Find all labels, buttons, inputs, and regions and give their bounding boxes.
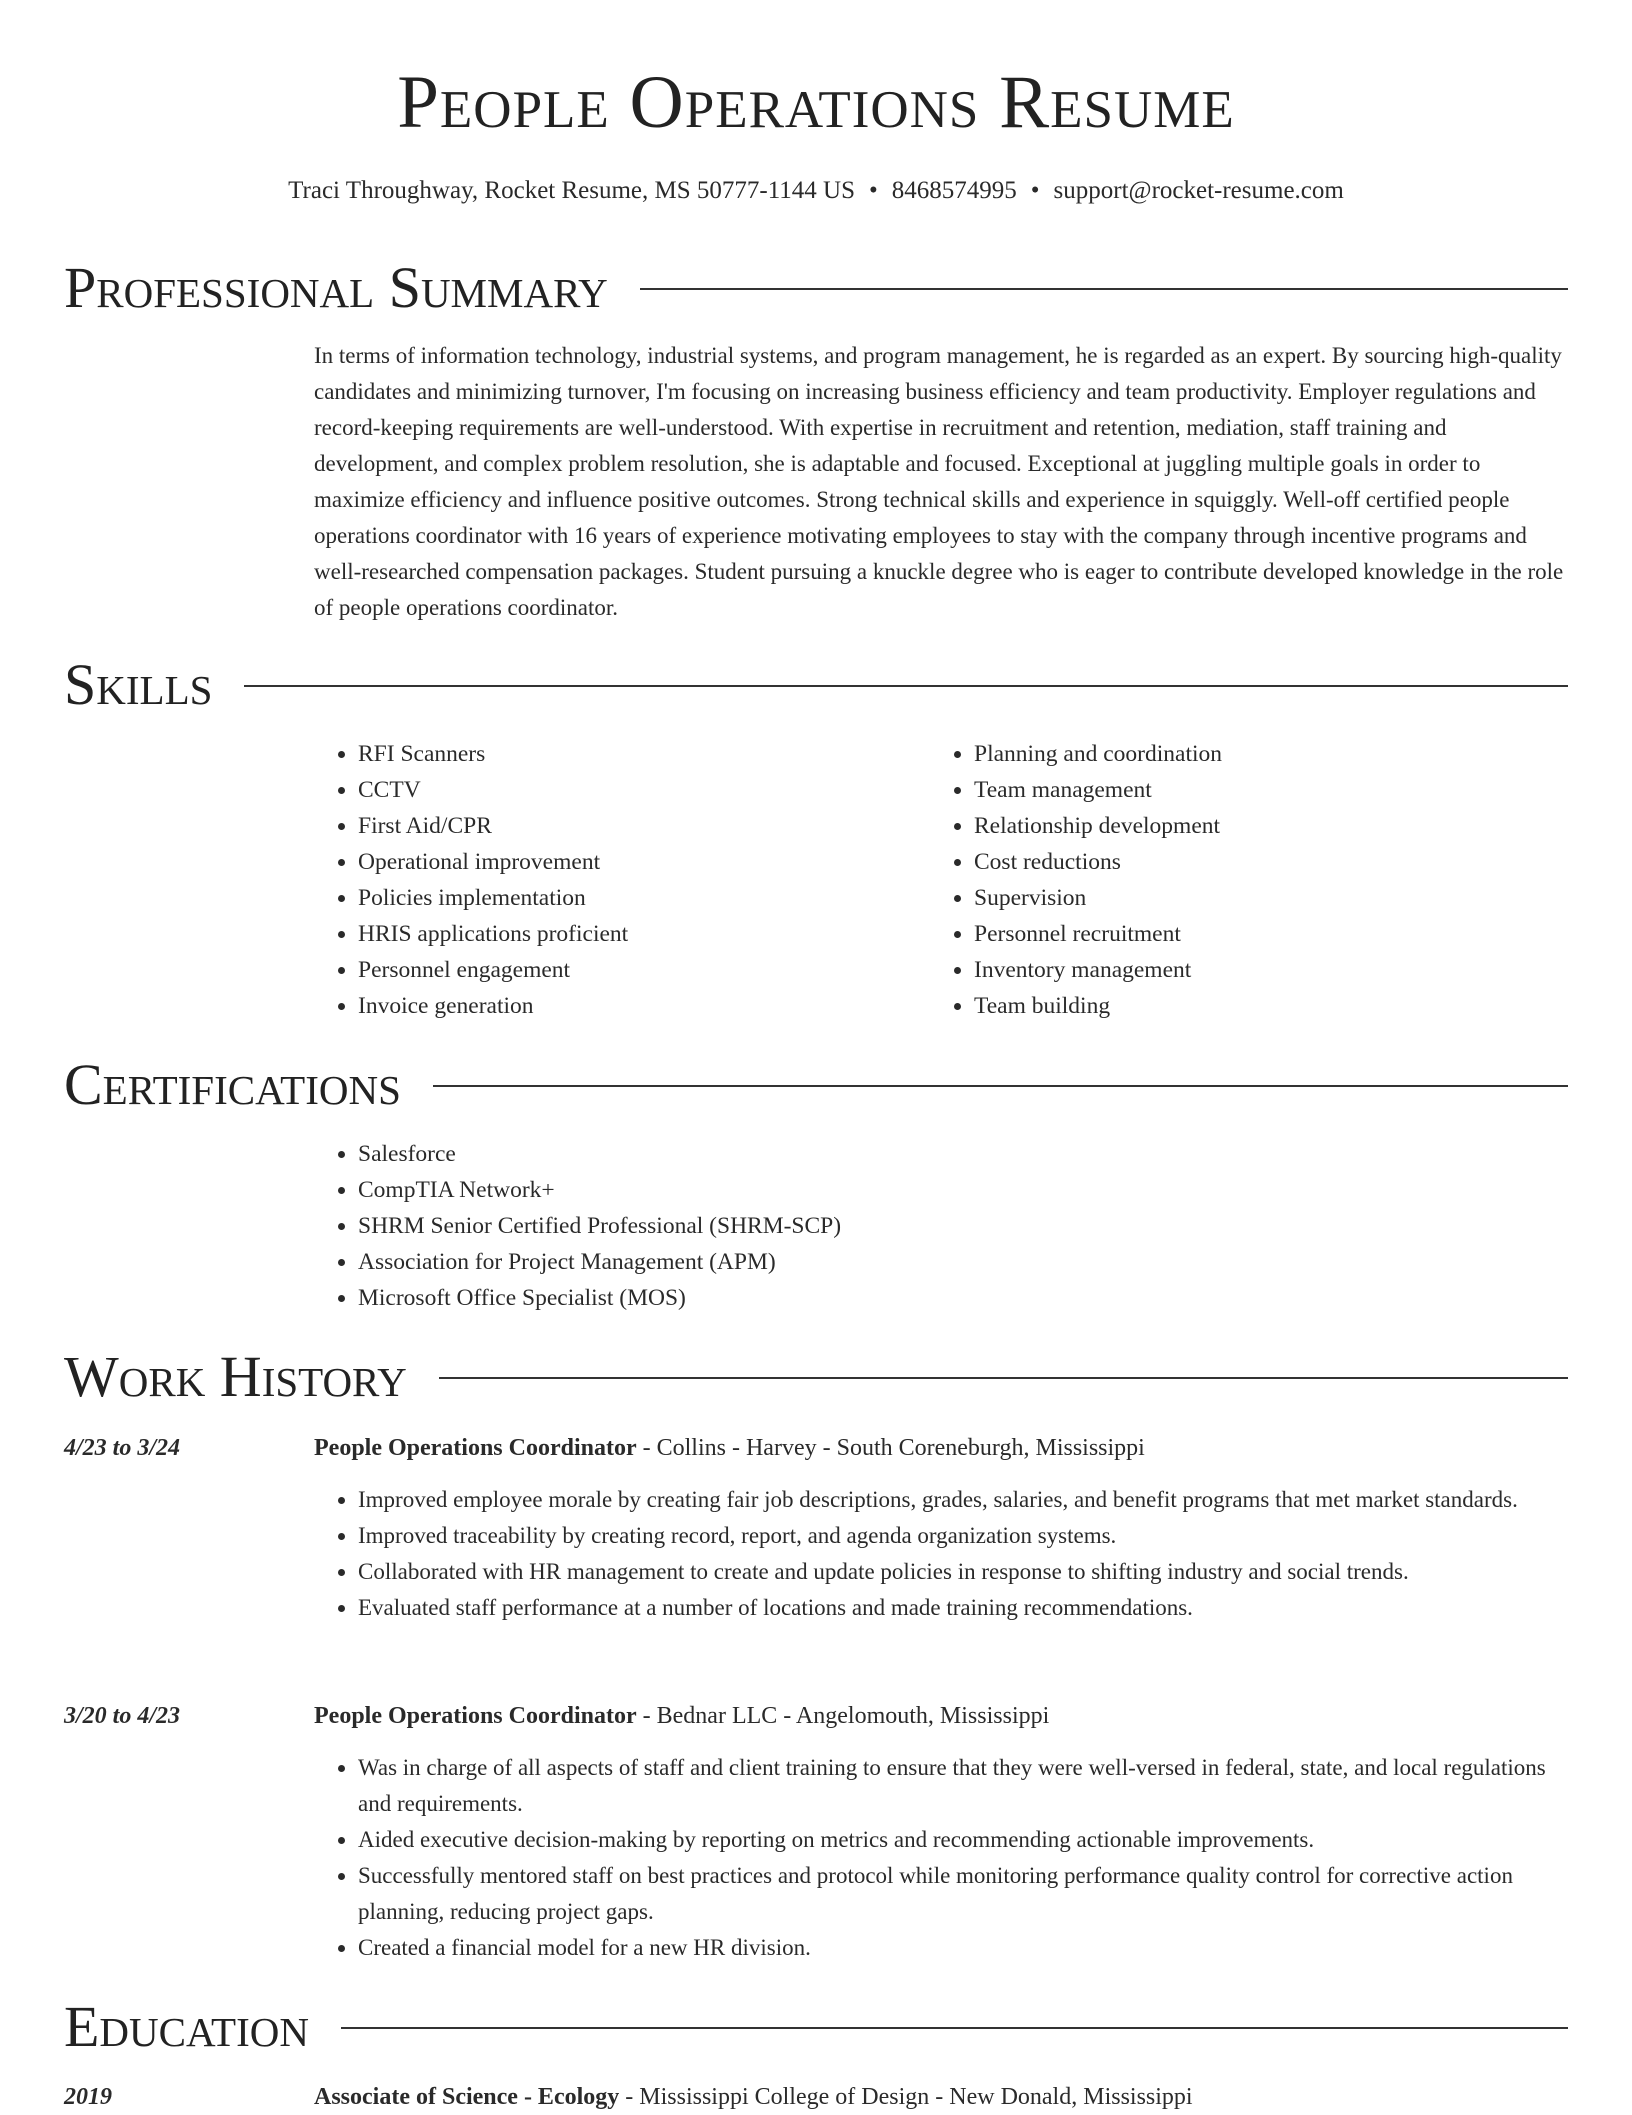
section-heading-summary [64, 256, 1568, 320]
skill-item: • Supervision [974, 880, 1550, 916]
skill-item: • Relationship development [974, 808, 1550, 844]
certification-item: • Microsoft Office Specialist (MOS) [358, 1280, 1414, 1316]
contact-line [0, 174, 1632, 208]
section-title: Work History [64, 1344, 407, 1409]
skill-item: • Inventory management [974, 952, 1550, 988]
skill-item: • Policies implementation [358, 880, 894, 916]
skill-item: • Planning and coordination [974, 736, 1550, 772]
skills-column-left [314, 736, 894, 1024]
job-heading [314, 1698, 1568, 1734]
job-bullet: • Created a financial model for a new HR division. [358, 1930, 1568, 1966]
section-divider [341, 2027, 1568, 2029]
section-divider [640, 288, 1568, 290]
summary-text: In terms of information technology, industrial systems, and program management, he is regarded as an expert. By sourcing high-quality candidates and minimizing turnover, I'm focusing on increasing business efficiency and team productivity. Employer regulations and record-keeping requirements are well-understood. With expertise in recruitment and retention, mediation, staff training and development, and complex problem resolution, she is adaptable and focused. Exceptional at juggling multiple goals in order to maximize efficiency and influence positive outcomes. Strong technical skills and experience in squiggly. Well-off certified people operations coordinator with 16 years of experience motivating employees to stay with the company through incentive programs and well-researched compensation packages. Student pursuing a knuckle degree who is eager to contribute developed knowledge in the role of people operations coordinator. [314, 343, 1564, 620]
job-bullet: • Was in charge of all aspects of staff and client training to ensure that they were well-versed in federal, state, and local regulations and requirements. [358, 1750, 1568, 1822]
section-heading-certifications [64, 1053, 1568, 1117]
section-title: Professional Summary [64, 255, 608, 320]
job-bullet: • Collaborated with HR management to create and update policies in response to shifting industry and social trends. [358, 1554, 1568, 1590]
skill-item: • Invoice generation [358, 988, 894, 1024]
contact-phone: 8468574995 [891, 177, 1017, 204]
skill-item: • Personnel recruitment [974, 916, 1550, 952]
job-responsibilities [314, 1482, 1568, 1626]
education-dates: 2019 [64, 2084, 112, 2110]
skill-item: • HRIS applications proficient [358, 916, 894, 952]
certification-item: • CompTIA Network+ [358, 1172, 1414, 1208]
job-title: People Operations Coordinator [314, 1703, 637, 1729]
skills-column-right [930, 736, 1550, 1024]
certification-item: • Association for Project Management (APM) [358, 1244, 1414, 1280]
job-dates: 4/23 to 3/24 [64, 1435, 181, 1461]
job-details: - Bednar LLC - Angelomouth, Mississippi [636, 1703, 1050, 1729]
job-title: People Operations Coordinator [314, 1435, 637, 1461]
skill-item: • RFI Scanners [358, 736, 894, 772]
section-heading-work-history [64, 1345, 1568, 1409]
job-bullet: • Aided executive decision-making by reporting on metrics and recommending actionable improvements. [358, 1822, 1568, 1858]
education-details: - Mississippi College of Design - New Donald, Mississippi [619, 2084, 1193, 2110]
certification-item: • Salesforce [358, 1136, 1414, 1172]
skill-item: • CCTV [358, 772, 894, 808]
job-dates: 3/20 to 4/23 [64, 1703, 181, 1729]
education-degree: Associate of Science - Ecology [314, 2084, 620, 2110]
job-bullet: • Successfully mentored staff on best practices and protocol while monitoring performance quality control for corrective action planning, reducing project gaps. [358, 1858, 1568, 1930]
skill-item: • First Aid/CPR [358, 808, 894, 844]
section-heading-education [64, 1995, 1568, 2059]
skill-item: • Cost reductions [974, 844, 1550, 880]
section-heading-skills [64, 653, 1568, 717]
certifications-list [314, 1136, 1414, 1316]
skill-item: • Team management [974, 772, 1550, 808]
job-details: - Collins - Harvey - South Coreneburgh, Mississippi [636, 1435, 1145, 1461]
section-divider [244, 685, 1568, 687]
education-heading [314, 2079, 1568, 2115]
section-divider [439, 1377, 1568, 1379]
section-divider [433, 1085, 1568, 1087]
job-bullet: • Improved employee morale by creating fair job descriptions, grades, salaries, and benefit programs that met market standards. [358, 1482, 1568, 1518]
job-bullet: • Evaluated staff performance at a number of locations and made training recommendations. [358, 1590, 1568, 1626]
page-title: People Operations Resume [397, 61, 1235, 144]
section-title: Education [64, 1994, 309, 2059]
job-responsibilities [314, 1750, 1568, 1966]
skill-item: • Personnel engagement [358, 952, 894, 988]
contact-separator: • [1030, 177, 1040, 204]
section-title: Skills [64, 652, 213, 717]
contact-address: Traci Throughway, Rocket Resume, MS 50777-1144 US [288, 177, 856, 204]
job-heading [314, 1430, 1568, 1466]
skill-item: • Operational improvement [358, 844, 894, 880]
section-title: Certifications [64, 1052, 401, 1117]
skill-item: • Team building [974, 988, 1550, 1024]
job-bullet: • Improved traceability by creating record, report, and agenda organization systems. [358, 1518, 1568, 1554]
certification-item: • SHRM Senior Certified Professional (SHRM-SCP) [358, 1208, 1414, 1244]
contact-email: support@rocket-resume.com [1053, 177, 1344, 204]
contact-separator: • [869, 177, 878, 204]
